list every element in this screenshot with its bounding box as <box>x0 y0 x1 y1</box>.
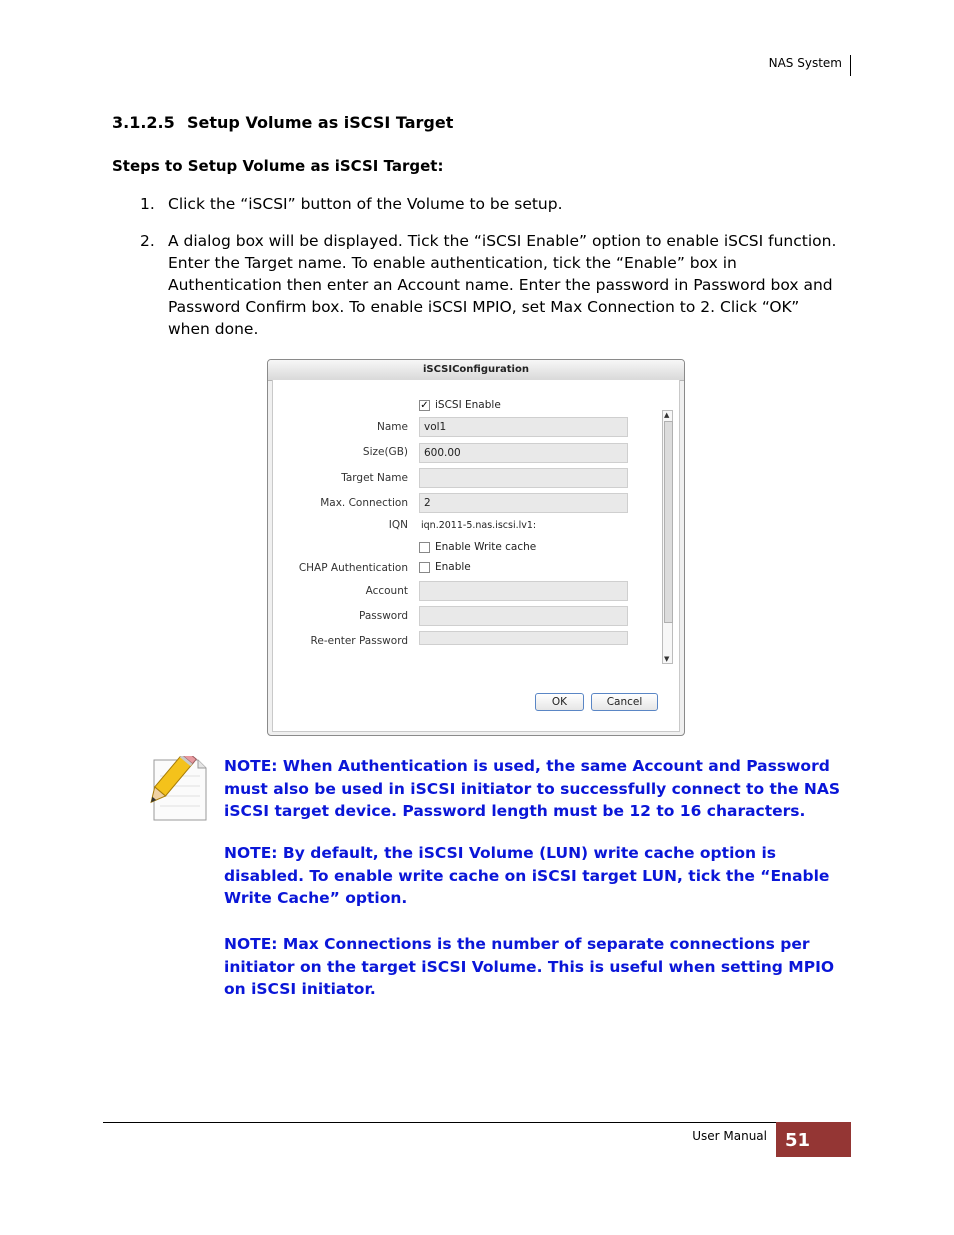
section-number: 3.1.2.5 <box>112 113 175 132</box>
name-field[interactable]: vol1 <box>419 417 628 437</box>
step-item <box>140 230 845 340</box>
ok-button[interactable]: OK <box>535 693 584 711</box>
chap-enable-checkbox[interactable] <box>419 562 430 573</box>
write-cache-checkbox[interactable] <box>419 542 430 553</box>
step-number: 1. <box>140 195 155 213</box>
step-text: A dialog box will be displayed. Tick the “iSCSI Enable” option to enable iSCSI function. Enter the Target name. To enable authentication, tick the “Enable” box in Authentication then enter an Account name. Enter the password in Password box and Password Confirm box. To enable iSCSI MPIO, set Max Connection to 2. Click “OK” when done. <box>168 232 837 338</box>
dialog-scrollbar[interactable] <box>662 410 673 664</box>
iscsi-enable-label: iSCSI Enable <box>435 399 501 411</box>
iqn-value: iqn.2011-5.nas.iscsi.lv1: <box>421 520 537 531</box>
target-name-field[interactable] <box>419 468 628 488</box>
section-title: Setup Volume as iSCSI Target <box>187 113 454 132</box>
reenter-password-field[interactable] <box>419 631 628 645</box>
max-connection-field[interactable]: 2 <box>419 493 628 513</box>
password-field[interactable] <box>419 606 628 626</box>
footer-divider <box>103 1122 849 1123</box>
account-label: Account <box>365 585 408 597</box>
note-write-cache: NOTE: By default, the iSCSI Volume (LUN) write cache option is disabled. To enable write cache on iSCSI target LUN, tick the “Enable Write Cache” option. <box>224 844 830 907</box>
reenter-password-label: Re-enter Password <box>310 635 408 647</box>
steps-heading: Steps to Setup Volume as iSCSI Target: <box>112 157 444 175</box>
iscsi-configuration-dialog <box>267 359 685 736</box>
step-number: 2. <box>140 232 155 250</box>
note-max-connections: NOTE: Max Connections is the number of separate connections per initiator on the target iSCSI Volume. This is useful when setting MPIO on iSCSI initiator. <box>224 935 835 998</box>
note-authentication: NOTE: When Authentication is used, the same Account and Password must also be used in iSCSI initiator to successfully connect to the NAS iSCSI target device. Password length must be 12 to 16 characters. <box>224 757 840 820</box>
chap-enable-label: Enable <box>435 561 471 573</box>
password-label: Password <box>358 610 408 622</box>
scrollbar-thumb[interactable] <box>664 421 673 623</box>
step-item <box>140 193 845 215</box>
write-cache-label: Enable Write cache <box>435 541 537 553</box>
account-field[interactable] <box>419 581 628 601</box>
iscsi-enable-checkbox[interactable]: ✓ <box>420 400 429 411</box>
page-number: 51 <box>776 1122 851 1157</box>
size-field[interactable]: 600.00 <box>419 443 628 463</box>
step-text: Click the “iSCSI” button of the Volume to be setup. <box>168 195 563 213</box>
cancel-button[interactable]: Cancel <box>591 693 658 711</box>
size-label: Size(GB) <box>362 446 408 458</box>
scroll-down-icon[interactable]: ▼ <box>664 655 670 663</box>
target-name-label: Target Name <box>341 472 408 484</box>
running-header: NAS System <box>768 56 842 70</box>
section-heading <box>112 113 453 132</box>
chap-authentication-label: CHAP Authentication <box>298 562 408 574</box>
header-divider <box>850 55 851 76</box>
scroll-up-icon[interactable]: ▲ <box>664 411 670 419</box>
iqn-label: IQN <box>388 519 408 531</box>
max-connection-label: Max. Connection <box>320 497 408 509</box>
dialog-title: iSCSIConfiguration <box>268 360 684 381</box>
name-label: Name <box>377 421 408 433</box>
dialog-body <box>272 380 680 732</box>
note-pencil-icon <box>136 756 208 822</box>
footer-label: User Manual <box>692 1129 767 1143</box>
